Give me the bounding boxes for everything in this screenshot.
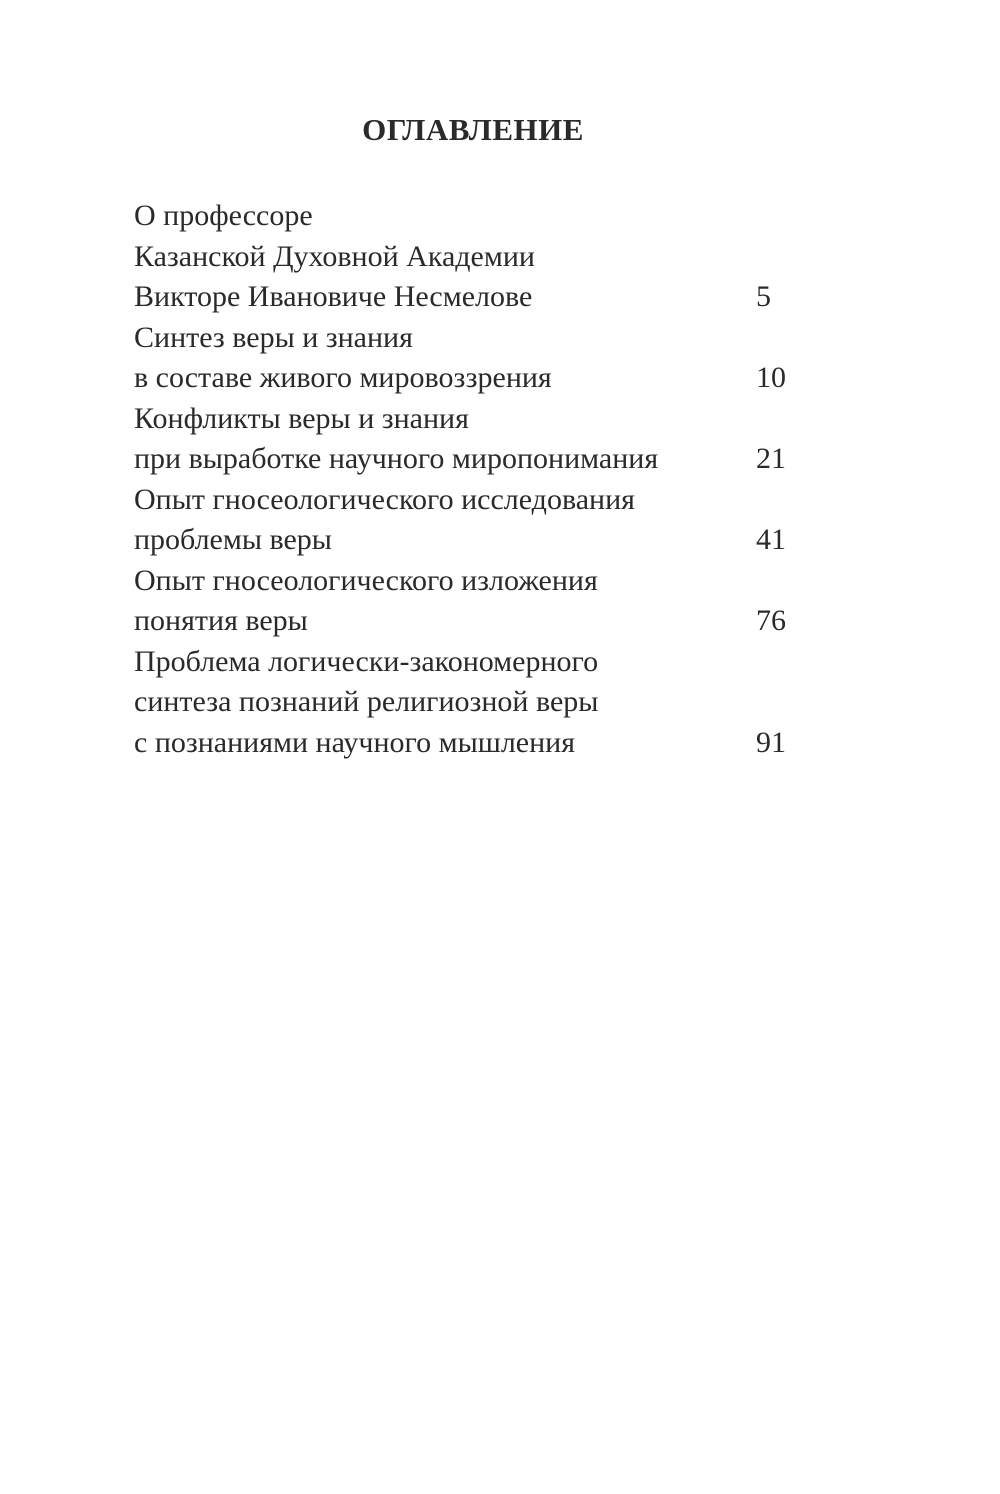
toc-entry-line bbox=[134, 196, 804, 237]
toc-page-number: 5 bbox=[756, 280, 771, 313]
toc-entry-line bbox=[134, 237, 804, 278]
toc-entry-line bbox=[134, 682, 804, 723]
toc-page-number: 21 bbox=[756, 442, 786, 475]
toc-entry-text: Опыт гносеологического исследования bbox=[134, 482, 635, 516]
toc-entry-text: Викторе Ивановиче Несмелове bbox=[134, 280, 533, 313]
toc-entry-text: понятия веры bbox=[134, 604, 308, 637]
toc-entry-line bbox=[134, 561, 804, 602]
toc-entry-line bbox=[134, 601, 804, 642]
toc-entry-line bbox=[134, 480, 804, 521]
toc-page-number: 76 bbox=[756, 604, 786, 637]
toc-entry-line bbox=[134, 358, 804, 399]
toc-page-number: 41 bbox=[756, 523, 786, 556]
toc-entry bbox=[134, 480, 804, 561]
toc-entry bbox=[134, 561, 804, 642]
toc-entry-text: при выработке научного миропонимания bbox=[134, 442, 659, 475]
toc-entry-text: синтеза познаний религиозной веры bbox=[134, 685, 599, 718]
toc-entry-text: Проблема логически-закономерного bbox=[134, 644, 599, 678]
toc-entry-line bbox=[134, 277, 804, 318]
toc-entry-text: проблемы веры bbox=[134, 523, 332, 556]
toc-entry-text: Опыт гносеологического изложения bbox=[134, 563, 598, 597]
toc-entry bbox=[134, 318, 804, 399]
toc-entry-text: в составе живого мировоззрения bbox=[134, 361, 552, 394]
toc-entry bbox=[134, 399, 804, 480]
toc-entry-line bbox=[134, 520, 804, 561]
toc-entry-text: Синтез веры и знания bbox=[134, 320, 413, 354]
toc-entry-text: Конфликты веры и знания bbox=[134, 401, 469, 435]
toc-entry-line bbox=[134, 399, 804, 440]
toc-entry bbox=[134, 642, 804, 764]
toc-page-number: 10 bbox=[756, 361, 786, 394]
toc-entry-text: О профессоре bbox=[134, 199, 313, 232]
toc-entry-line bbox=[134, 642, 804, 683]
toc-entry bbox=[134, 196, 804, 318]
toc-entry-line bbox=[134, 439, 804, 480]
toc-entry-text: с познаниями научного мышления bbox=[134, 725, 576, 759]
table-of-contents bbox=[134, 196, 804, 763]
toc-entry-line bbox=[134, 723, 804, 764]
toc-entry-line bbox=[134, 318, 804, 359]
toc-entry-text: Казанской Духовной Академии bbox=[134, 239, 535, 273]
toc-title: ОГЛАВЛЕНИЕ bbox=[362, 112, 584, 147]
toc-page-number: 91 bbox=[756, 725, 786, 759]
